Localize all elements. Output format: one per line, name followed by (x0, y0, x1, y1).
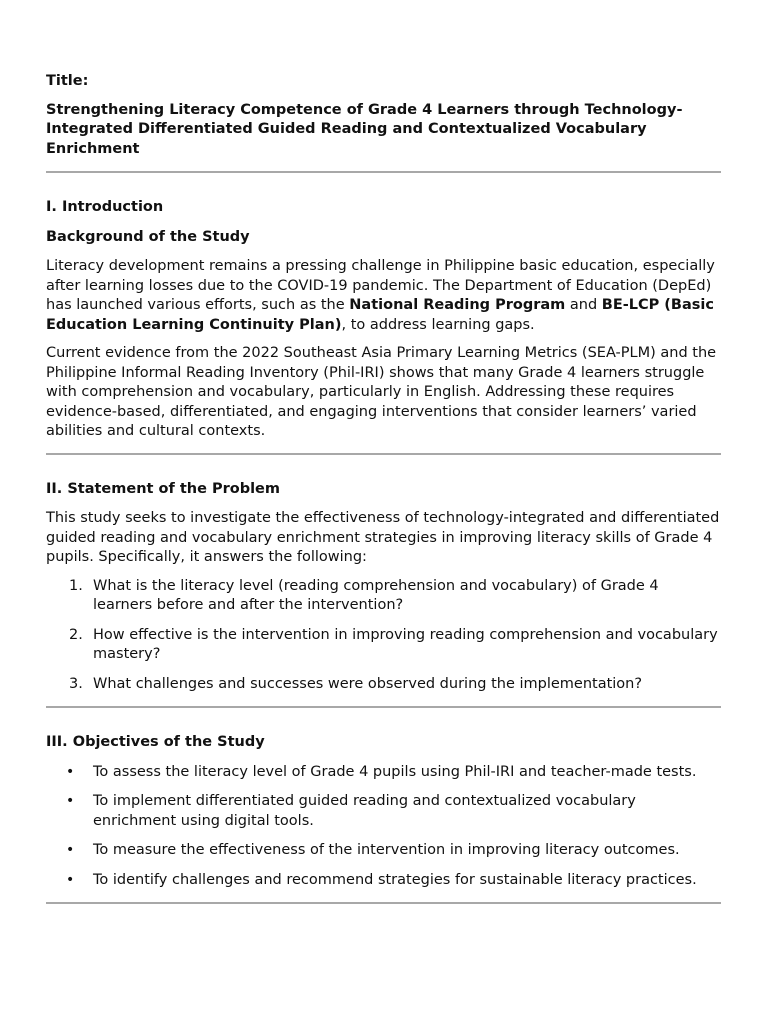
section-heading-introduction: I. Introduction (46, 199, 164, 215)
bullet-icon: • (66, 763, 75, 780)
divider (46, 706, 721, 708)
divider (46, 453, 721, 455)
list-item-text: To implement differentiated guided reading and contextualized vocabulary enrichment using digital tools. (93, 793, 636, 829)
paragraph-text: , to address learning gaps. (341, 316, 535, 333)
list-item (46, 792, 722, 831)
title-label: Title: (46, 73, 89, 89)
list-number: 1. (69, 577, 83, 594)
list-item (46, 841, 722, 861)
list-item (46, 763, 722, 783)
bullet-icon: • (66, 871, 75, 888)
list-item (46, 675, 722, 695)
program-name-national-reading: National Reading Program (349, 297, 566, 313)
section-heading-objectives: III. Objectives of the Study (46, 734, 265, 750)
background-paragraph-1 (46, 257, 722, 335)
objectives-list (46, 763, 722, 891)
bullet-icon: • (66, 842, 75, 858)
research-questions-list (46, 577, 722, 695)
divider (46, 171, 721, 173)
section-heading-problem: II. Statement of the Problem (46, 480, 281, 497)
divider (46, 902, 721, 904)
program-name-be-lcp: BE-LCP (Basic Education Learning Continuity Plan) (46, 297, 714, 333)
subheading-background: Background of the Study (46, 228, 250, 245)
list-number: 2. (69, 626, 83, 643)
list-item-text: What challenges and successes were observed during the implementation? (93, 675, 643, 692)
problem-intro-paragraph: This study seeks to investigate the effectiveness of technology-integrated and differentiated guided reading and vocabulary enrichment strategies in improving literacy skills of Grade 4 pupils. Specifically, it answers the following: (46, 510, 720, 565)
paragraph-text: and (565, 297, 602, 313)
paragraph-text: Literacy development remains a pressing challenge in Philippine basic education, especially after learning losses due to the COVID-19 pandemic. The Department of Education (DepEd) has launched various efforts, such as the (46, 258, 715, 313)
list-item-text: What is the literacy level (reading comprehension and vocabulary) of Grade 4 learners before and after the intervention? (93, 577, 659, 613)
problem-section (46, 480, 722, 695)
list-item-text: To measure the effectiveness of the intervention in improving literacy outcomes. (93, 842, 680, 858)
introduction-section (46, 198, 722, 442)
list-item (46, 626, 722, 665)
objectives-section (46, 733, 722, 890)
bullet-icon: • (66, 793, 75, 809)
list-item-text: To identify challenges and recommend strategies for sustainable literacy practices. (93, 871, 697, 888)
list-number: 3. (69, 675, 83, 692)
list-item-text: To assess the literacy level of Grade 4 pupils using Phil-IRI and teacher-made tests. (93, 763, 697, 780)
list-item-text: How effective is the intervention in improving reading comprehension and vocabulary mastery? (93, 626, 718, 662)
list-item (46, 577, 722, 616)
background-paragraph-2: Current evidence from the 2022 Southeast Asia Primary Learning Metrics (SEA-PLM) and the Philippine Informal Reading Inventory (Phil-IRI) shows that many Grade 4 learners struggle with comprehension and vocabulary, particularly in English. Addressing these requires evidence-based, differentiated, and engaging interventions that consider learners’ varied abilities and cultural contexts. (46, 345, 717, 439)
list-item (46, 871, 722, 891)
document-title: Strengthening Literacy Competence of Grade 4 Learners through Technology-Integrated Differentiated Guided Reading and Contextualized Vocabulary Enrichment (46, 101, 683, 157)
